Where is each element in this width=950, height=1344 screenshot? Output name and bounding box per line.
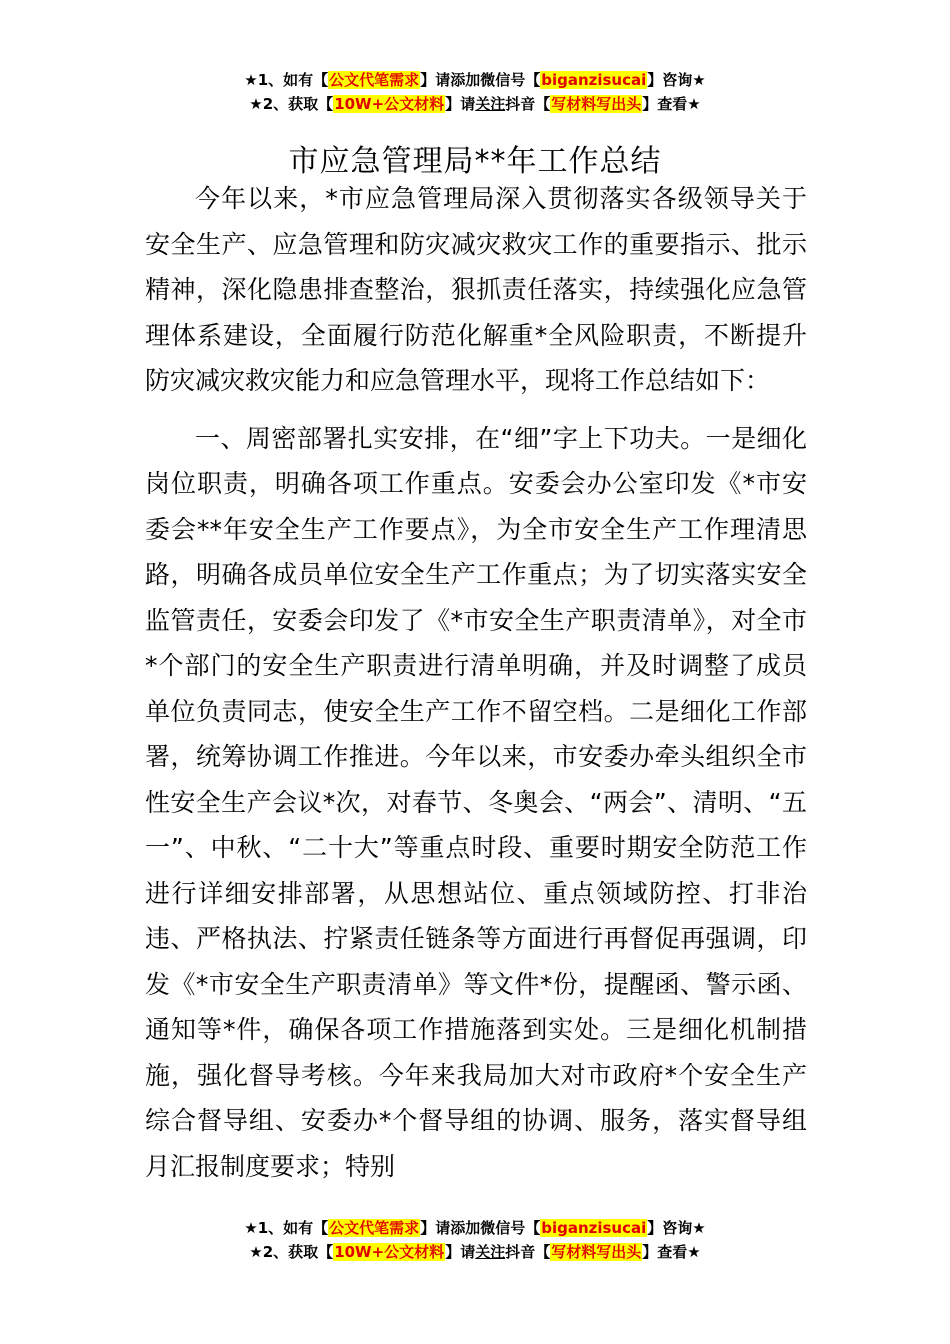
promo-highlight: 公文代笔需求: [329, 71, 420, 89]
promo-text: 关注: [475, 95, 506, 113]
promo-highlight: 公文代笔需求: [329, 1219, 420, 1237]
promo-highlight: 写材料写出头: [551, 95, 642, 113]
paragraph-intro: 今年以来，*市应急管理局深入贯彻落实各级领导关于安全生产、应急管理和防灾减灾救灾工作的重要指示、批示精神，深化隐患排查整治，狠抓责任落实，持续强化应急管理体系建设，全面履行防范化解重*全风险职责，不断提升防灾减灾救灾能力和应急管理水平，现将工作总结如下：: [145, 184, 807, 395]
promo-line-1: [0, 1216, 950, 1240]
promo-text: ★1、如有【: [244, 71, 329, 89]
promo-highlight: biganzisucai: [541, 1219, 647, 1237]
promo-text: 】查看★: [642, 1243, 701, 1261]
paragraph-section-1: 一、周密部署扎实安排，在“细”字上下功夫。一是细化岗位职责，明确各项工作重点。安委会办公室印发《*市安委会**年安全生产工作要点》，为全市安全生产工作理清思路，明确各成员单位安全生产工作重点；为了切实落实安全监管责任，安委会印发了《*市安全生产职责清单》，对全市*个部门的安全生产职责进行清单明确，并及时调整了成员单位负责同志，使安全生产工作不留空档。二是细化工作部署，统筹协调工作推进。今年以来，市安委办牵头组织全市性安全生产会议*次，对春节、冬奥会、“两会”、清明、“五一”、中秋、“二十大”等重点时段、重要时期安全防范工作进行详细安排部署，从思想站位、重点领域防控、打非治违、严格执法、拧紧责任链条等方面进行再督促再强调，印发《*市安全生产职责清单》等文件*份，提醒函、警示函、通知等*件，确保各项工作措施落到实处。三是细化机制措施，强化督导考核。今年来我局加大对市政府*个安全生产综合督导组、安委办*个督导组的协调、服务，落实督导组月汇报制度要求；特别: [145, 423, 807, 1181]
promo-text: 】请: [445, 95, 476, 113]
document-title: 市应急管理局**年工作总结: [288, 144, 662, 180]
promo-highlight: biganzisucai: [541, 71, 647, 89]
promo-highlight: 10W+公文材料: [334, 1243, 445, 1261]
promo-banner-top: [0, 68, 950, 116]
promo-text: 】咨询★: [647, 1219, 706, 1237]
promo-text: 抖音【: [505, 95, 551, 113]
promo-highlight: 写材料写出头: [551, 1243, 642, 1261]
document-body: [145, 176, 807, 1201]
promo-text: 】请: [445, 1243, 476, 1261]
promo-line-2: [0, 92, 950, 116]
promo-highlight: 10W+公文材料: [334, 95, 445, 113]
promo-text: 】请添加微信号【: [420, 1219, 541, 1237]
promo-text: 关注: [475, 1243, 506, 1261]
promo-text: 】咨询★: [647, 71, 706, 89]
promo-banner-bottom: [0, 1216, 950, 1264]
promo-text: ★2、获取【: [249, 1243, 334, 1261]
promo-text: 抖音【: [505, 1243, 551, 1261]
promo-text: 】查看★: [642, 95, 701, 113]
promo-text: ★2、获取【: [249, 95, 334, 113]
promo-line-2: [0, 1240, 950, 1264]
promo-text: 】请添加微信号【: [420, 71, 541, 89]
promo-line-1: [0, 68, 950, 92]
promo-text: ★1、如有【: [244, 1219, 329, 1237]
